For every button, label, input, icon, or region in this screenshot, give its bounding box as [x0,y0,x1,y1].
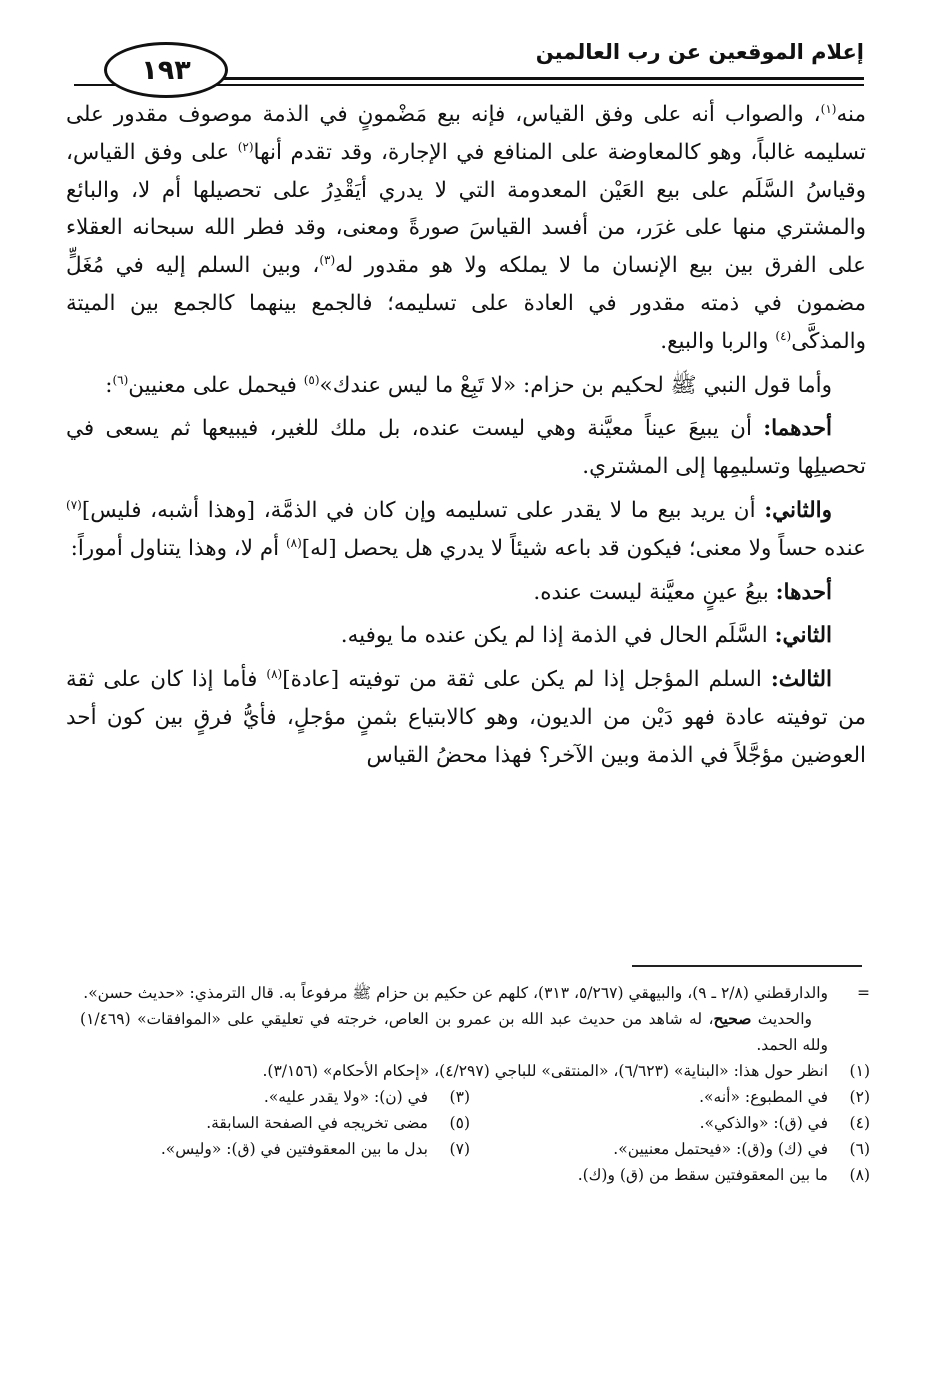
footnote-grid [80,1084,870,1162]
footnote-item [480,1110,870,1136]
text-run: أم لا، وهذا يتناول أموراً: [70,535,286,561]
footnote-item [480,1136,870,1162]
text-run: : [105,372,113,398]
header-rule [192,77,864,80]
footnote-separator [632,965,862,967]
footnote-number: (١) [849,1062,870,1080]
footnote-text: بدل ما بين المعقوفتين في (ق): «وليس». [160,1140,428,1158]
paragraph [66,574,866,612]
footnote-item [80,1162,870,1188]
continuation-marker: = [857,984,870,1002]
footnote-number: (٥) [449,1114,470,1132]
footnote-ref: (٨) [285,535,302,550]
text-run: السلم المؤجل إذا لم يكن على ثقة من توفيته [عادة] [282,667,771,693]
paragraph [66,661,866,774]
paragraph [66,367,866,405]
paragraph [66,410,866,486]
text-run: وأما قول النبي ﷺ لحكيم بن حزام: «لا تَبِعْ ما ليس عندك» [319,372,832,398]
text-run: عنده حساً ولا معنى؛ فيكون قد باعه شيئاً لا يدري هل يحصل [له] [301,535,866,561]
text-run: ، والصواب أنه على وفق القياس، فإنه بيع مَضْمونٍ في الذمة موصوف مقدور على تسليمه غالباً، وهو كالمعاوضة على المنافع في الإجارة، وقد تقدم أنها [66,102,866,165]
footnote-text: في (ق): «والذكي». [699,1114,828,1132]
text-run: فأما إذا كان على ثقة من توفيته عادة فهو دَيْن من الديون، وهو كالابتياع بثمنٍ مؤجلٍ، فأيُّ فرقٍ بين كون أحد العوضين مؤجَّلاً في الذمة وبين الآخر؟ فهذا محضُ القياس [66,667,866,768]
footnote-text: في المطبوع: «أنه». [699,1088,828,1106]
item-lead: الثاني: [774,623,832,649]
footnote-text: انظر حول هذا: «البناية» (٦/٦٢٣)، «المنتقى» للباجي (٤/٢٩٧)، «إحكام الأحكام» (٣/١٥٦). [262,1062,828,1080]
footnote-item [80,1136,470,1162]
page-header [74,28,864,92]
text-run: بيعُ عينٍ معيَّنة ليست عنده. [533,579,776,605]
footnote-item [80,1110,470,1136]
footnote-number: (٨) [849,1166,870,1184]
item-lead: أحدها: [775,579,832,605]
footnote-ref: (٧) [66,497,82,512]
item-lead: الثالث: [770,667,832,693]
page-number: ١٩٣ [104,42,228,98]
footnote-number: (٦) [849,1140,870,1158]
text-run: ، وبين السلم إليه في مُغَلٍّ مضمون في ذمته مقدور في العادة على تسليمه؛ فالجمع بينهما كالجمع بين الميتة والمذكَّى [66,253,866,354]
footnote-text: في (ن): «ولا يقدر عليه». [263,1088,428,1106]
text-run: والربا والبيع. [660,328,776,354]
main-text [66,96,866,781]
paragraph [66,96,866,361]
footnote-number: (٣) [449,1088,470,1106]
footnote-number: (٢) [849,1088,870,1106]
footnotes [80,980,870,1188]
paragraph [66,492,866,568]
footnote-number: (٧) [449,1140,470,1158]
footnote-text: والحديث صحيح، له شاهد من حديث عبد الله بن عمرو بن العاص، خرجته في تعليقي على «الموافقات» (١/٤٦٩) ولله الحمد. [80,1009,828,1054]
text-run: منه [836,102,866,127]
footnote-continuation [80,1006,870,1058]
text-run: السَّلَم الحال في الذمة إذا لم يكن عنده ما يوفيه. [340,623,775,649]
footnote-item [80,1084,470,1110]
footnote-ref: (٢) [237,139,254,154]
footnote-ref: (٣) [319,253,336,268]
text-run: على وفق القياس، وقياسُ السَّلَم على بيع العَيْن المعدومة التي لا يدري أيَقْدِرُ على تحصيلها أم لا، والبائع والمشتري منها على غرَر، من أفسد القياسَ صورةً ومعنى، وقد فطر الله سبحانه العقلاء على الفرق بين بيع الإنسان ما لا يملكه ولا هو مقدور له [66,139,866,279]
footnote-text: والدارقطني (٢/٨ ـ ٩)، والبيهقي (٥/٢٦٧، ٣١٣)، كلهم عن حكيم بن حزام ﷺ مرفوعاً به. قال الترمذي: «حديث حسن». [83,984,828,1002]
footnote-continuation [80,980,870,1006]
footnote-ref: (٨) [266,667,283,681]
item-lead: أحدهما: [763,416,832,442]
footnote-text: ما بين المعقوفتين سقط من (ق) و(ك). [577,1166,828,1184]
footnote-text: في (ك) و(ق): «فيحتمل معنيين». [613,1140,828,1158]
footnote-ref: (٤) [775,328,792,343]
text-run: فيحمل على معنيين [128,372,304,398]
paragraph [66,617,866,655]
footnote-number: (٤) [849,1114,870,1132]
footnote-ref: (٥) [303,372,320,387]
footnote-text: مضى تخريجه في الصفحة السابقة. [206,1114,428,1132]
footnote-ref: (١) [820,101,837,116]
footnote-ref: (٦) [112,372,129,387]
text-run: أن يريد بيع ما لا يقدر على تسليمه وإن كان في الذمَّة، [وهذا أشبه، فليس] [81,497,765,523]
item-lead: والثاني: [764,497,832,523]
text-run: أن يبيعَ عيناً معيَّنة وهي ليست عنده، بل ملك للغير، فيبيعها ثم يسعى في تحصيلِها وتسليمِها إلى المشتري. [66,416,866,480]
footnote-item [80,1058,870,1084]
footnote-item [480,1084,870,1110]
running-title: إعلام الموقعين عن رب العالمين [535,40,864,64]
